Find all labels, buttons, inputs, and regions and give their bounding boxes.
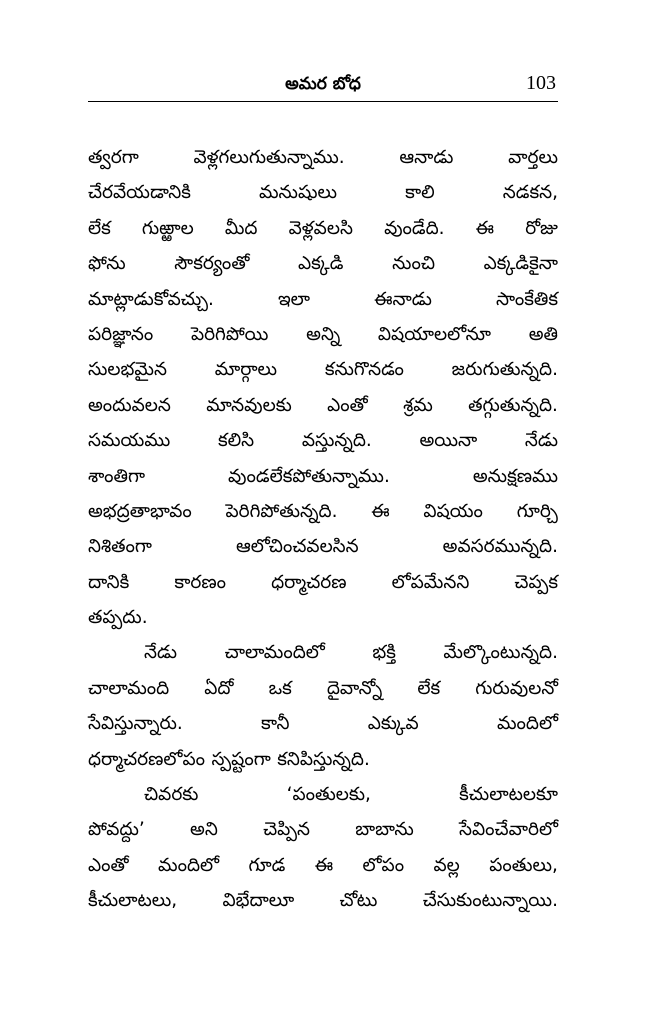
word: పెరిగిపోతున్నది. (225, 500, 338, 522)
word: ధర్మాచరణ (271, 571, 347, 593)
word: అభద్రతాభావం (88, 500, 192, 522)
word: విషయాలలోనూ (377, 323, 492, 345)
word: వెళ్లవలసి (288, 217, 353, 239)
text-line (88, 211, 558, 246)
text-line (88, 459, 558, 494)
word: ఈ (371, 500, 390, 522)
word: కనిపిస్తున్నది. (277, 748, 370, 770)
word: వెళ్లగలుగుతున్నాము. (193, 147, 345, 168)
word: వల్ల (433, 854, 460, 876)
word: ఎక్కడి (298, 253, 344, 275)
word: మార్గాలు (214, 359, 278, 381)
word: దానికి (88, 571, 130, 593)
text-line (88, 423, 558, 458)
word: చాలామంది (88, 677, 170, 699)
word: అయినా (419, 430, 478, 452)
word: కలిసి (217, 430, 255, 452)
word: ఈనాడు (374, 288, 432, 310)
word: తగ్గుతున్నది. (468, 394, 558, 416)
word: సమయము (88, 430, 171, 452)
text-line (88, 777, 558, 812)
word: చెప్పక (514, 571, 558, 593)
text-line (88, 848, 558, 883)
word: చేసుకుంటున్నాయి. (422, 890, 558, 912)
word: సాంకేతిక (495, 288, 558, 310)
word: పంతులు, (489, 854, 558, 876)
text-line (88, 140, 558, 175)
word: ఎక్కడికైనా (483, 253, 558, 275)
word: లోపమేనని (391, 571, 470, 593)
word: చెప్పిన (263, 819, 310, 841)
word: శాంతిగా (88, 465, 145, 487)
word: భక్తి (372, 642, 396, 664)
word: వుండేది. (384, 217, 445, 239)
word: చోటు (339, 890, 378, 912)
word: మాట్లాడుకోవచ్చు. (88, 288, 214, 310)
text-line (88, 494, 558, 529)
word: చాలామందిలో (224, 642, 325, 664)
word: లేక (417, 677, 441, 699)
word: ఎక్కువ (367, 713, 419, 735)
word: నిశితంగా (88, 536, 152, 558)
text-line (88, 600, 558, 635)
word: లేక (88, 217, 111, 239)
text-line (88, 565, 558, 600)
word: అందువలన (88, 394, 171, 416)
text-line (88, 317, 558, 352)
word: జరుగుతున్నది. (451, 359, 558, 381)
word: మీద (224, 217, 258, 239)
word: ఎంతో (88, 854, 129, 876)
word: మనుషులు (258, 182, 338, 204)
word: సులభమైన (88, 359, 167, 381)
word: ఈ (475, 217, 495, 239)
text-line (88, 529, 558, 564)
word: పోవద్దు’ (88, 819, 145, 841)
word: ఈ (314, 854, 334, 876)
word: వస్తున్నది. (301, 430, 372, 452)
word: అవసరమున్నది. (442, 536, 558, 558)
word: స్పష్టంగా (211, 748, 271, 770)
text-line (88, 706, 558, 741)
word: కారణం (174, 571, 227, 593)
word: వుండలేకపోతున్నాము. (228, 465, 390, 487)
body-text (88, 140, 558, 919)
word: కానీ (261, 713, 290, 735)
text-line (88, 246, 558, 281)
text-line (88, 352, 558, 387)
word: నేడు (524, 430, 558, 452)
header-rule (88, 101, 558, 102)
word: విషయం (423, 500, 483, 522)
word: ఫోను (88, 253, 126, 275)
word: కాలి (405, 182, 435, 204)
word: ఇలా (277, 288, 311, 310)
word: అని (190, 819, 218, 841)
word: మందిలో (158, 854, 220, 876)
word: కనుగొనడం (324, 359, 404, 381)
word: శ్రమ (403, 394, 433, 416)
word: ఏదో (204, 677, 234, 699)
word: ‘పంతులకు, (286, 784, 371, 806)
word: పరిజ్ఞానం (88, 323, 154, 345)
word: త్వరగా (88, 147, 139, 168)
word: అతి (528, 323, 558, 345)
word: గురువులనో (475, 677, 558, 699)
word: కీచులాటలు, (88, 890, 178, 912)
word: గూర్చి (516, 500, 558, 522)
word: ఎంతో (327, 394, 368, 416)
page-number: 103 (526, 72, 556, 94)
word: మానవులకు (206, 394, 292, 416)
word: చివరకు (144, 784, 199, 806)
word: గూడ (248, 854, 286, 876)
word: సౌకర్యంతో (174, 253, 250, 275)
word: అన్ని (306, 323, 341, 345)
page-header (88, 70, 558, 102)
text-line (88, 883, 558, 918)
word: సేవించేవారిలో (459, 819, 558, 841)
text-line (88, 742, 558, 777)
word: అనుక్షణము (472, 465, 558, 487)
word: బాబాను (355, 819, 414, 841)
word: సేవిస్తున్నారు. (88, 713, 183, 735)
word: ఆలోచించవలసిన (236, 536, 359, 558)
word: కీచులాటలకూ (459, 784, 558, 806)
text-line (88, 812, 558, 847)
word: లోపం (362, 854, 405, 876)
text-line (88, 671, 558, 706)
text-line (88, 388, 558, 423)
word: మేల్కొంటున్నది. (443, 642, 558, 664)
word: నుంచి (392, 253, 436, 275)
word: ఒక (268, 677, 292, 699)
word: దైవాన్నో (326, 677, 383, 699)
word: నేడు (144, 642, 178, 664)
running-title: అమర బోధ (285, 74, 361, 94)
word: గుఱ్ఱాల (141, 217, 194, 239)
word: ధర్మాచరణలోపం (88, 748, 205, 770)
word: తప్పదు. (88, 607, 148, 629)
word: చేరవేయడానికి (88, 182, 191, 204)
text-line (88, 635, 558, 670)
word: నడకన, (502, 182, 558, 204)
word: మందిలో (496, 713, 558, 735)
text-line (88, 175, 558, 210)
word: పెరిగిపోయి (190, 323, 269, 345)
word: విభేదాలూ (222, 890, 295, 912)
word: వార్తలు (508, 147, 558, 168)
word: ఆనాడు (399, 147, 454, 168)
text-line (88, 282, 558, 317)
word: రోజు (525, 217, 558, 239)
